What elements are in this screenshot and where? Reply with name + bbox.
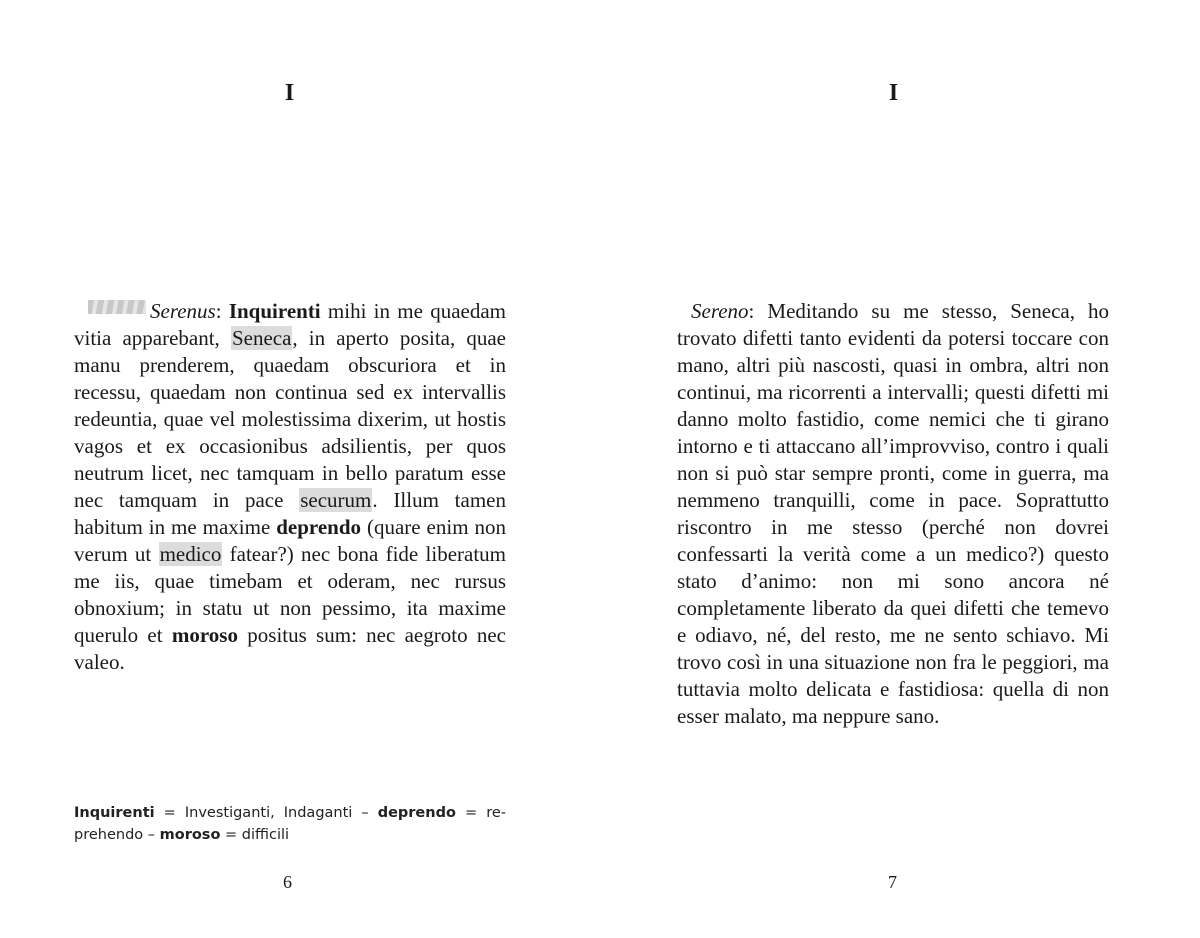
chapter-heading: I <box>888 80 900 106</box>
italian-translation <box>677 298 1109 730</box>
page-number: 6 <box>283 872 292 892</box>
page-number: 7 <box>888 872 897 892</box>
highlighted-word-seneca: Seneca <box>231 326 292 350</box>
glossed-word-deprendo: deprendo <box>276 515 362 539</box>
highlight-mark <box>88 300 146 314</box>
latin-paragraph: Serenus: Inquirenti mihi in me quaedam vitia apparebant, Seneca, in aperto posita, quae manu prenderem, quaedam obscuriora et in recessu, quaedam non continua sed ex intervallis redeuntia, quae vel molestissima dixerim, ut hostis vagos et ex occasionibus adsilientis, per quos neutrum licet, nec tamquam in bello paratum esse nec tamquam in pace securum. Illum tamen habitum in me maxime deprendo (quare enim non verum ut medico fatear?) nec bona fide liberatum me iis, quae timebam et oderam, nec rursus obnoxium; in statu ut non pessimo, ita maxime querulo et moroso positus sum: nec aegroto nec valeo. <box>74 299 507 674</box>
glossary-footnote: Inquirenti = Investiganti, Indaganti – deprendo = reprehendo – moroso = difficili <box>74 805 506 843</box>
highlighted-word-securum: securum <box>300 488 372 512</box>
speaker-name: Sereno <box>691 299 749 323</box>
chapter-heading: I <box>284 80 296 106</box>
latin-text <box>74 298 506 676</box>
glossed-word-moroso: moroso <box>171 623 238 647</box>
highlighted-word-medico: medico <box>159 542 222 566</box>
translation-paragraph: Sereno: Meditando su me stesso, Seneca, ho trovato difetti tanto evidenti da potersi toccare con mano, altri più nascosti, quasi in ombra, altri non continui, ma ricorrenti a intervalli; questi difetti mi danno molto fastidio, come nemici che ti girano intorno e ti attaccano all’improvviso, contro i quali non si può star sempre pronti, come in guerra, ma nemmeno tranquilli, come in pace. Soprattutto riscontro in me stesso (perché non dovrei confessarti la verità come a un medico?) questo stato d’animo: non mi sono ancora né completamente liberato da quei difetti che temevo e odiavo, né, del resto, me ne sento schiavo. Mi trovo così in una situazione non fra le peggiori, ma tuttavia molto delicata e fastidiosa: quella di non esser malato, ma neppure sano. <box>677 299 1109 728</box>
speaker-name: Serenus <box>150 299 216 323</box>
glossed-word-inquirenti: Inquirenti <box>228 299 321 323</box>
right-page <box>600 0 1200 938</box>
